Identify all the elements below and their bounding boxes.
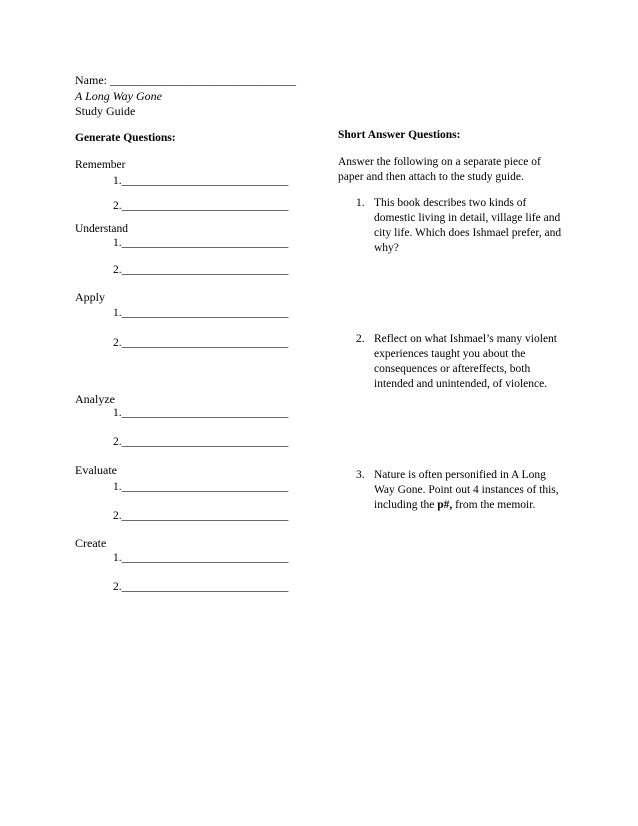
section-remember-label: Remember (75, 159, 126, 171)
question-1-line: This book describes two kinds of (374, 197, 527, 209)
question-3-text: from the memoir. (452, 499, 536, 511)
question-3-line: Nature is often personified in A Long (374, 469, 546, 481)
question-2-line: Reflect on what Ishmael’s many violent (374, 333, 557, 345)
study-guide-label: Study Guide (75, 104, 136, 118)
section-apply-label: Apply (75, 290, 105, 304)
instructions-line-1: Answer the following on a separate piece of (338, 156, 541, 168)
remember-line-2: 2._____________________________ (113, 200, 289, 212)
question-2-number: 2. (356, 333, 365, 345)
question-3-last-line (374, 498, 535, 513)
analyze-line-2: 2._____________________________ (113, 436, 289, 448)
question-1-number: 1. (356, 197, 365, 209)
question-2-line: experiences taught you about the (374, 348, 526, 360)
create-line-2: 2._____________________________ (113, 581, 289, 593)
question-2-line: intended and unintended, of violence. (374, 378, 548, 390)
understand-line-2: 2._____________________________ (113, 264, 289, 276)
understand-line-1: 1._____________________________ (113, 237, 289, 249)
question-1-line: why? (374, 242, 399, 254)
apply-line-1: 1._____________________________ (113, 307, 289, 319)
short-answer-heading: Short Answer Questions: (338, 129, 461, 141)
apply-line-2: 2._____________________________ (113, 337, 289, 349)
analyze-line-1: 1._____________________________ (113, 407, 289, 419)
remember-line-1: 1._____________________________ (113, 175, 289, 187)
question-3-line: Way Gone. Point out 4 instances of this, (374, 484, 559, 496)
section-create-label: Create (75, 536, 107, 550)
page-number-emphasis: p#, (437, 499, 453, 511)
evaluate-line-2: 2._____________________________ (113, 510, 289, 522)
question-3-text: including the (374, 499, 438, 511)
section-understand-label: Understand (75, 223, 129, 235)
name-field-label: Name: _______________________________ (75, 73, 296, 87)
question-1-line: city life. Which does Ishmael prefer, and (374, 227, 562, 239)
section-analyze-label: Analyze (75, 392, 115, 406)
question-3-number: 3. (356, 469, 365, 481)
evaluate-line-1: 1._____________________________ (113, 481, 289, 493)
generate-questions-heading: Generate Questions: (75, 132, 176, 144)
book-title: A Long Way Gone (75, 89, 162, 103)
section-evaluate-label: Evaluate (75, 463, 117, 477)
create-line-1: 1._____________________________ (113, 552, 289, 564)
instructions-line-2: paper and then attach to the study guide. (338, 171, 524, 183)
question-2-line: consequences or aftereffects, both (374, 363, 531, 375)
question-1-line: domestic living in detail, village life and (374, 212, 561, 224)
